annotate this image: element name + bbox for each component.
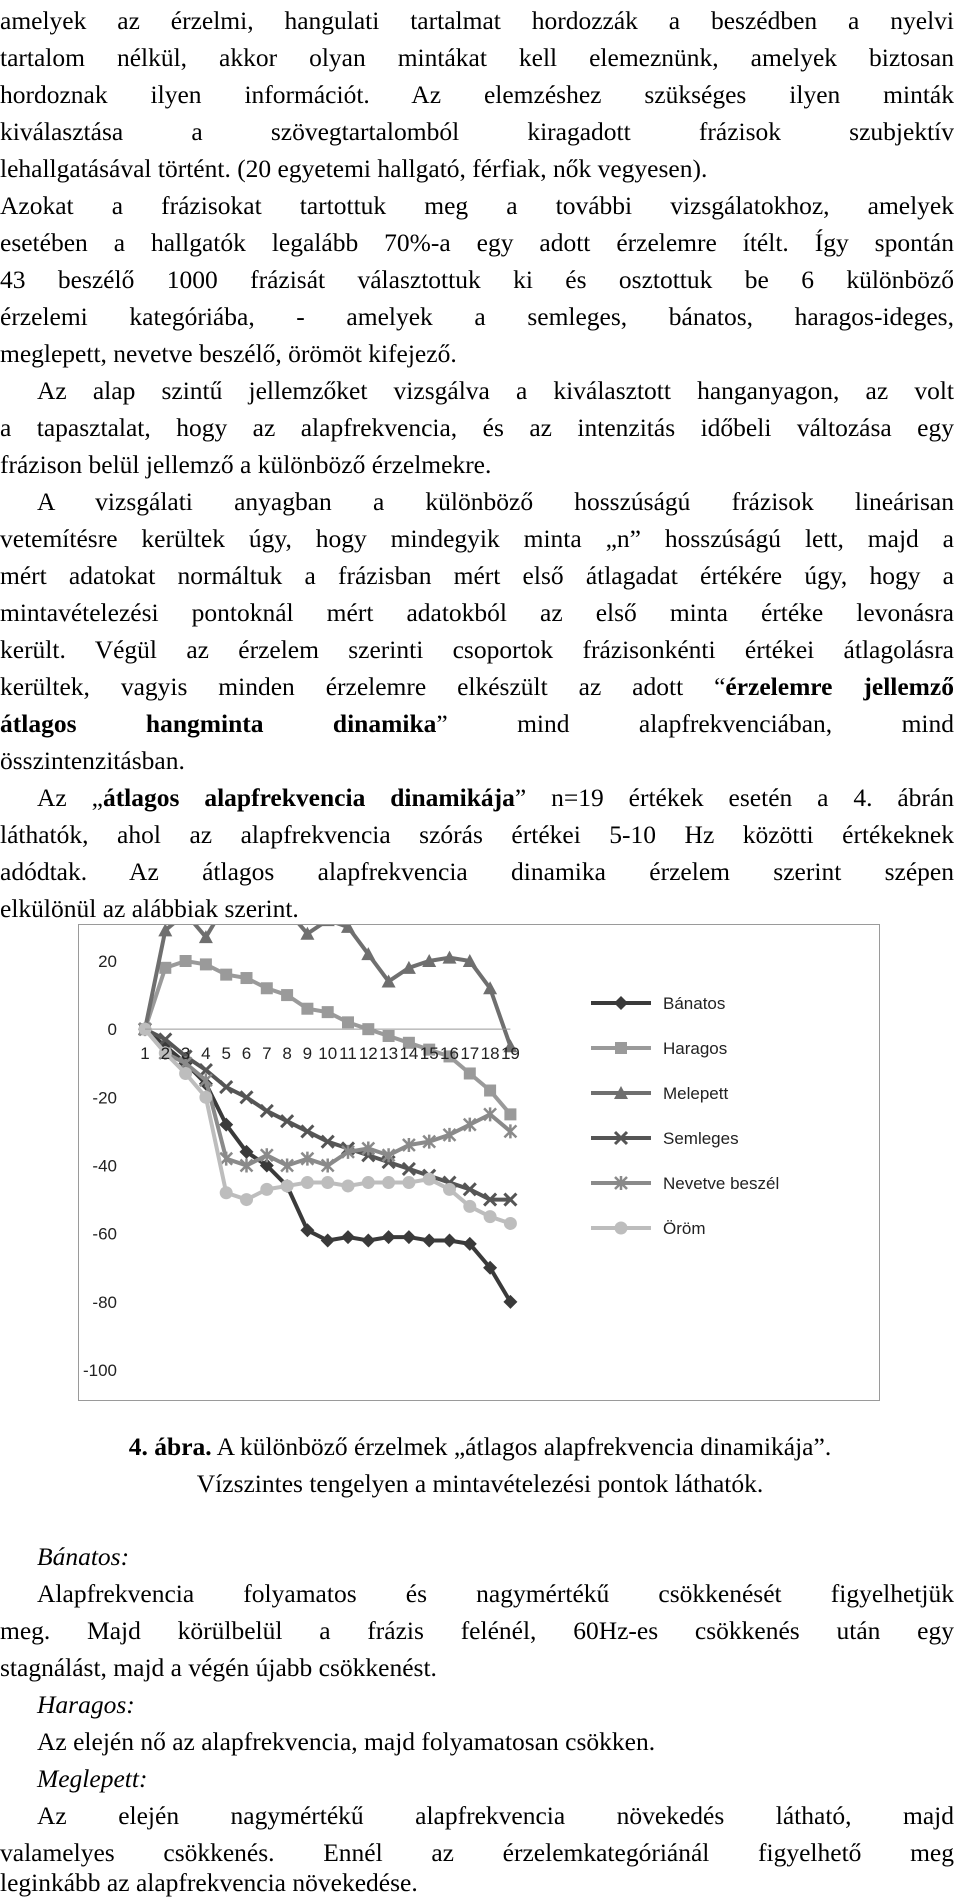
- x-tick-label: 7: [262, 1044, 272, 1064]
- figure-label: 4. ábra.: [128, 1432, 212, 1461]
- data-point: [383, 1030, 395, 1042]
- data-point: [281, 989, 293, 1001]
- data-point: [159, 962, 171, 974]
- body-line: valamelyes csökkenés. Ennél az érzelemkategóriánál figyelhető meg: [0, 1838, 954, 1867]
- x-tick-label: 6: [241, 1044, 252, 1064]
- data-point: [199, 1091, 212, 1104]
- body-line: került. Végül az érzelem szerinti csoportok frázisonkénti értékei átlagolásra: [0, 635, 954, 664]
- x-tick-label: 1: [140, 1044, 150, 1064]
- body-text: kerültek, vagyis minden érzelemre elkészült az adott: [0, 672, 684, 701]
- legend-label: Nevetve beszél: [663, 1174, 780, 1193]
- body-line: adódtak. Az átlagos alapfrekvencia dinamika érzelem szerint szépen: [0, 857, 954, 886]
- data-point: [301, 1176, 314, 1189]
- body-line: Az alap szintű jellemzőket vizsgálva a kiválasztott hanganyagon, az volt: [37, 376, 954, 405]
- x-tick-label: 10: [318, 1044, 338, 1064]
- legend-marker: [614, 996, 628, 1010]
- body-line: láthatók, ahol az alapfrekvencia szórás értékei 5-10 Hz közötti értékeknek: [0, 820, 954, 849]
- legend-label: Bánatos: [663, 994, 726, 1013]
- bold-phrase: érzelemre jellemző: [725, 672, 954, 701]
- body-text: ” mind alapfrekvenciában, mind: [436, 709, 954, 738]
- body-line: mért adatokat normáltuk a frázisban mért első átlagadat értékére úgy, hogy a: [0, 561, 954, 590]
- data-point: [341, 1230, 355, 1244]
- data-point: [423, 1173, 436, 1186]
- bold-phrase: átlagos hangminta dinamika: [0, 709, 437, 738]
- series-line-2: [145, 925, 510, 1046]
- body-text: “: [714, 672, 726, 701]
- legend-marker: [615, 1042, 627, 1054]
- body-line: stagnálást, majd a végén újabb csökkenést.: [0, 1653, 437, 1682]
- x-tick-label: 18: [480, 1044, 500, 1064]
- y-tick-label: 0: [107, 1020, 117, 1040]
- data-point: [321, 925, 335, 926]
- body-line: mintavételezési pontoknál mért adatokból az első minta értéke levonásra: [0, 598, 954, 627]
- body-line: esetében a hallgatók legalább 70%-a egy adott érzelemre ítélt. Így spontán: [0, 228, 954, 257]
- data-point: [301, 1003, 313, 1015]
- data-point: [321, 1176, 334, 1189]
- data-point: [484, 1210, 497, 1223]
- data-point: [504, 1108, 516, 1120]
- y-tick-label: -20: [92, 1088, 117, 1108]
- legend-label: Semleges: [663, 1129, 739, 1148]
- x-tick-label: 19: [500, 1044, 520, 1064]
- data-point: [322, 1006, 334, 1018]
- body-line: lehallgatásával történt. (20 egyetemi hallgató, férfiak, nők vegyesen).: [0, 154, 708, 183]
- x-tick-label: 8: [282, 1044, 292, 1064]
- body-line: érzelemi kategóriába, - amelyek a semleges, bánatos, haragos-ideges,: [0, 302, 954, 331]
- y-tick-label: -80: [92, 1292, 117, 1312]
- x-tick-label: 14: [399, 1044, 419, 1064]
- data-point: [484, 1085, 496, 1097]
- y-tick-label: -60: [92, 1224, 117, 1244]
- body-line: hordoznak ilyen információt. Az elemzéshez szükséges ilyen minták: [0, 80, 954, 109]
- body-line: frázison belül jellemző a különböző érzelmekre.: [0, 450, 492, 479]
- figure-caption-line2: Vízszintes tengelyen a mintavételezési pontok láthatók.: [196, 1469, 764, 1498]
- figure-caption: [0, 1428, 960, 1465]
- body-line: amelyek az érzelmi, hangulati tartalmat hordozzák a beszédben a nyelvi: [0, 6, 954, 35]
- data-point: [241, 972, 253, 984]
- section-heading-meglepett: Meglepett:: [37, 1764, 148, 1793]
- body-text: ” n=19 értékek esetén a 4. ábrán: [514, 783, 954, 812]
- x-tick-label: 11: [339, 1044, 357, 1064]
- legend-label: Öröm: [663, 1219, 706, 1238]
- x-tick-label: 2: [160, 1044, 171, 1064]
- caption-text: A különböző érzelmek „átlagos alapfrekvencia dinamikája”.: [211, 1432, 832, 1461]
- body-line: elkülönül az alábbiak szerint.: [0, 894, 299, 923]
- body-line: kiválasztása a szövegtartalomból kiragadott frázisok szubjektív: [0, 117, 954, 146]
- bold-phrase: átlagos alapfrekvencia dinamikája: [102, 783, 515, 812]
- data-point: [180, 955, 192, 967]
- body-line: A vizsgálati anyagban a különböző hosszúságú frázisok lineárisan: [37, 487, 954, 516]
- x-tick-label: 15: [419, 1044, 439, 1064]
- body-text: Az „: [37, 783, 103, 812]
- figure-4-chart: [78, 924, 880, 1401]
- data-point: [382, 1176, 395, 1189]
- legend-label: Melepett: [663, 1084, 729, 1103]
- x-tick-label: 5: [221, 1044, 231, 1064]
- body-line: [0, 668, 954, 705]
- data-point: [463, 1200, 476, 1213]
- data-point: [281, 1179, 294, 1192]
- data-point: [179, 1067, 192, 1080]
- data-point: [443, 1183, 456, 1196]
- section-heading-haragos: Haragos:: [37, 1690, 135, 1719]
- data-point: [362, 1176, 375, 1189]
- body-line: Az elején nagymértékű alapfrekvencia növekedés látható, majd: [37, 1801, 954, 1830]
- data-point: [402, 1176, 415, 1189]
- data-point: [382, 1230, 396, 1244]
- data-point: [200, 958, 212, 970]
- data-point: [220, 969, 232, 981]
- data-point: [422, 1233, 436, 1247]
- x-tick-label: 3: [180, 1044, 191, 1064]
- body-line: Alapfrekvencia folyamatos és nagymértékű csökkenését figyelhetjük: [37, 1579, 954, 1608]
- body-line: [0, 705, 954, 742]
- data-point: [300, 1223, 314, 1237]
- legend-marker: [615, 1222, 628, 1235]
- y-tick-label: 20: [98, 952, 117, 971]
- y-tick-label: -100: [82, 1361, 117, 1380]
- line-chart-svg: [79, 925, 879, 1400]
- body-line: meglepett, nevetve beszélő, örömöt kifejező.: [0, 339, 457, 368]
- data-point: [260, 1183, 273, 1196]
- x-tick-label: 16: [440, 1044, 459, 1064]
- body-line: 43 beszélő 1000 frázisát választottuk ki és osztottuk be 6 különböző: [0, 265, 954, 294]
- x-tick-label: 12: [358, 1044, 378, 1064]
- x-tick-label: 17: [460, 1044, 480, 1064]
- body-line: tartalom nélkül, akkor olyan mintákat kell elemeznünk, amelyek biztosan: [0, 43, 954, 72]
- data-point: [261, 982, 273, 994]
- data-point: [342, 1016, 354, 1028]
- body-line: Azokat a frázisokat tartottuk meg a további vizsgálatokhoz, amelyek: [0, 191, 954, 220]
- body-line: [0, 779, 954, 816]
- data-point: [464, 1067, 476, 1079]
- data-point: [361, 1233, 375, 1247]
- body-line: a tapasztalat, hogy az alapfrekvencia, és az intenzitás időbeli változása egy: [0, 413, 954, 442]
- x-tick-label: 13: [379, 1044, 399, 1064]
- x-tick-label: 9: [302, 1044, 313, 1064]
- body-line: leginkább az alapfrekvencia növekedése.: [0, 1868, 418, 1897]
- body-line: összintenzitásban.: [0, 746, 185, 775]
- data-point: [504, 1124, 516, 1138]
- data-point: [342, 1179, 355, 1192]
- x-tick-label: 4: [201, 1044, 211, 1064]
- data-point: [402, 1230, 416, 1244]
- data-point: [443, 1233, 457, 1247]
- body-line: meg. Majd körülbelül a frázis felénél, 60Hz-es csökkenés után egy: [0, 1616, 954, 1645]
- body-line: vetemítésre kerültek úgy, hogy mindegyik minta „n” hosszúságú lett, majd a: [0, 524, 954, 553]
- data-point: [220, 1186, 233, 1199]
- body-line: Az elején nő az alapfrekvencia, majd folyamatosan csökken.: [37, 1727, 656, 1756]
- section-heading-banatos: Bánatos:: [37, 1542, 130, 1571]
- data-point: [240, 1193, 253, 1206]
- data-point: [504, 1217, 517, 1230]
- y-tick-label: -40: [92, 1156, 117, 1176]
- legend-label: Haragos: [663, 1039, 728, 1058]
- data-point: [321, 1233, 335, 1247]
